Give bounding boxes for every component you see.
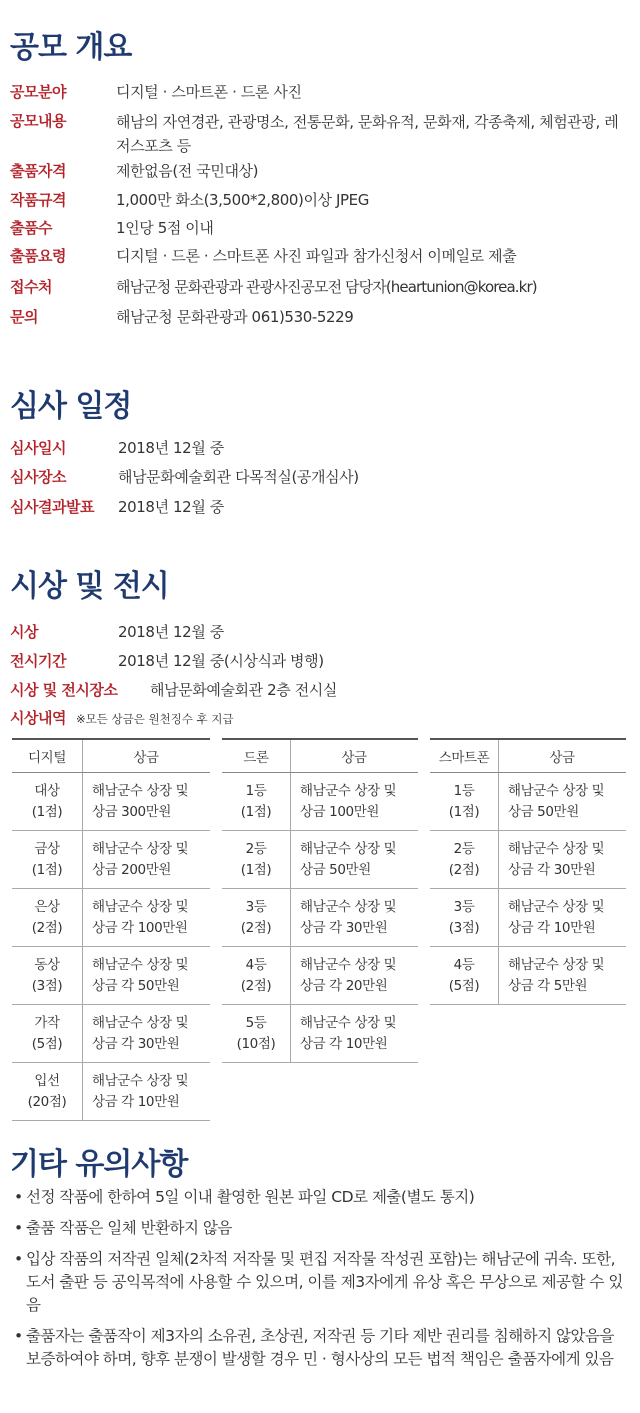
table-row bbox=[222, 831, 418, 889]
count: (1점) bbox=[31, 803, 63, 820]
count: (2점) bbox=[31, 919, 63, 936]
overview-row-field bbox=[10, 81, 302, 102]
overview-row-content bbox=[10, 110, 626, 158]
prize-amount: 상금 각 30만원 bbox=[300, 919, 388, 936]
rank: 1등 bbox=[245, 782, 267, 799]
count: (2점) bbox=[240, 919, 272, 936]
awards-row-venue bbox=[10, 679, 337, 700]
schedule-row-date bbox=[10, 437, 224, 458]
rank: 5등 bbox=[245, 1014, 267, 1031]
prize-amount: 상금 200만원 bbox=[92, 861, 172, 878]
overview-row-method bbox=[10, 245, 516, 266]
row-value: 1인당 5점 이내 bbox=[116, 219, 214, 237]
rank: 2등 bbox=[453, 840, 475, 857]
count: (3점) bbox=[31, 977, 63, 994]
table-header: 스마트폰 bbox=[430, 739, 499, 773]
count: (5점) bbox=[31, 1035, 63, 1052]
list-item: • 입상 작품의 저작권 일체(2차적 저작물 및 편집 저작물 작성권 포함)는 해남군에 귀속. 또한, 도서 출판 등 공익목적에 사용할 수 있으며, 이를 제3자에게 유상 혹은 무상으로 제공할 수 있음 bbox=[10, 1248, 630, 1317]
table-row bbox=[12, 1005, 210, 1063]
prize: 해남군수 상장 및 bbox=[300, 782, 397, 799]
table-row bbox=[430, 831, 626, 889]
row-label: 출품자격 bbox=[10, 162, 66, 180]
notes-title: 기타 유의사항 bbox=[10, 1147, 188, 1182]
prize-amount: 상금 각 30만원 bbox=[508, 861, 596, 878]
table-header: 드론 bbox=[222, 739, 291, 773]
row-label: 작품규격 bbox=[10, 191, 66, 209]
prize: 해남군수 상장 및 bbox=[92, 898, 189, 915]
table-row bbox=[222, 947, 418, 1005]
prize-table-drone bbox=[222, 738, 418, 1063]
prize-amount: 상금 50만원 bbox=[300, 861, 371, 878]
row-value: 디지털 · 스마트폰 · 드론 사진 bbox=[116, 83, 302, 101]
table-row bbox=[222, 889, 418, 947]
row-value: 제한없음(전 국민대상) bbox=[116, 162, 259, 180]
prize-amount: 상금 각 100만원 bbox=[92, 919, 188, 936]
rank: 2등 bbox=[245, 840, 267, 857]
prize-amount: 상금 각 20만원 bbox=[300, 977, 388, 994]
table-row bbox=[430, 889, 626, 947]
count: (1점) bbox=[31, 861, 63, 878]
row-label: 심사일시 bbox=[10, 439, 66, 457]
prize: 해남군수 상장 및 bbox=[508, 898, 605, 915]
list-item: • 출품자는 출품작이 제3자의 소유권, 초상권, 저작권 등 기타 제반 권리를 침해하지 않았음을 보증하여야 하며, 향후 분쟁이 발생할 경우 민 · 형사상의 모든 법적 책임은 출품자에게 있음 bbox=[10, 1325, 630, 1371]
notes-list bbox=[10, 1186, 630, 1379]
prize-amount: 상금 300만원 bbox=[92, 803, 172, 820]
rank: 3등 bbox=[245, 898, 267, 915]
prize: 해남군수 상장 및 bbox=[300, 956, 397, 973]
count: (1점) bbox=[240, 803, 272, 820]
awards-row-period bbox=[10, 650, 324, 671]
prize-amount: 상금 50만원 bbox=[508, 803, 579, 820]
rank: 금상 bbox=[34, 840, 60, 857]
count: (2점) bbox=[240, 977, 272, 994]
row-label: 시상 및 전시장소 bbox=[10, 681, 118, 699]
row-value: 해남문화예술회관 다목적실(공개심사) bbox=[118, 468, 359, 486]
count: (20점) bbox=[27, 1093, 67, 1110]
row-value: 해남군청 문화관광과 061)530-5229 bbox=[116, 308, 354, 326]
prize: 해남군수 상장 및 bbox=[508, 782, 605, 799]
overview-row-reception bbox=[10, 276, 537, 297]
table-row bbox=[12, 947, 210, 1005]
count: (3점) bbox=[448, 919, 480, 936]
row-label: 출품수 bbox=[10, 219, 52, 237]
row-value: 2018년 12월 중 bbox=[118, 439, 224, 457]
row-label: 전시기간 bbox=[10, 652, 66, 670]
row-value: 해남문화예술회관 2층 전시실 bbox=[150, 681, 337, 699]
schedule-row-place bbox=[10, 466, 359, 487]
row-label: 공모분야 bbox=[10, 83, 66, 101]
overview-row-count bbox=[10, 217, 213, 238]
row-value: 2018년 12월 중 bbox=[118, 498, 224, 516]
prize-table-smartphone bbox=[430, 738, 626, 1005]
overview-row-eligibility bbox=[10, 160, 258, 181]
prize: 해남군수 상장 및 bbox=[92, 1072, 189, 1089]
prize: 해남군수 상장 및 bbox=[92, 1014, 189, 1031]
row-label: 접수처 bbox=[10, 278, 52, 296]
rank: 입선 bbox=[34, 1072, 60, 1089]
table-row bbox=[12, 889, 210, 947]
list-item: • 출품 작품은 일체 반환하지 않음 bbox=[10, 1217, 630, 1240]
prize-amount: 상금 100만원 bbox=[300, 803, 380, 820]
row-label: 시상 bbox=[10, 623, 38, 641]
rank: 가작 bbox=[34, 1014, 60, 1031]
count: (10점) bbox=[236, 1035, 276, 1052]
prize-amount: 상금 각 5만원 bbox=[508, 977, 588, 994]
count: (2점) bbox=[448, 861, 480, 878]
row-value: 2018년 12월 중(시상식과 병행) bbox=[118, 652, 324, 670]
rank: 동상 bbox=[34, 956, 60, 973]
overview-title: 공모 개요 bbox=[10, 30, 132, 65]
prize: 해남군수 상장 및 bbox=[92, 956, 189, 973]
rank: 4등 bbox=[245, 956, 267, 973]
schedule-row-announce bbox=[10, 496, 224, 517]
row-label: 출품요령 bbox=[10, 247, 66, 265]
prize: 해남군수 상장 및 bbox=[92, 840, 189, 857]
table-row bbox=[222, 1005, 418, 1063]
row-value: 디지털 · 드론 · 스마트폰 사진 파일과 참가신청서 이메일로 제출 bbox=[116, 247, 517, 265]
prize-amount: 상금 각 10만원 bbox=[92, 1093, 180, 1110]
overview-row-inquiry bbox=[10, 306, 353, 327]
rank: 3등 bbox=[453, 898, 475, 915]
prize: 해남군수 상장 및 bbox=[300, 1014, 397, 1031]
count: (5점) bbox=[448, 977, 480, 994]
table-row bbox=[222, 773, 418, 831]
prize: 해남군수 상장 및 bbox=[92, 782, 189, 799]
overview-row-spec bbox=[10, 189, 369, 210]
row-label: 문의 bbox=[10, 308, 38, 326]
awards-row-prizes bbox=[10, 707, 234, 728]
table-header: 상금 bbox=[291, 739, 419, 773]
table-row bbox=[12, 773, 210, 831]
table-header: 상금 bbox=[83, 739, 211, 773]
awards-row-ceremony bbox=[10, 621, 224, 642]
table-row bbox=[12, 831, 210, 889]
row-value: 1,000만 화소(3,500*2,800)이상 JPEG bbox=[116, 191, 369, 209]
row-value: 해남군청 문화관광과 관광사진공모전 담당자(heartunion@korea.kr) bbox=[116, 278, 537, 296]
prize: 해남군수 상장 및 bbox=[508, 840, 605, 857]
list-item: • 선정 작품에 한하여 5일 이내 촬영한 원본 파일 CD로 제출(별도 통지) bbox=[10, 1186, 630, 1209]
prize-amount: 상금 각 10만원 bbox=[508, 919, 596, 936]
row-label: 심사결과발표 bbox=[10, 498, 94, 516]
row-label: 심사장소 bbox=[10, 468, 66, 486]
table-row bbox=[430, 947, 626, 1005]
rank: 4등 bbox=[453, 956, 475, 973]
count: (1점) bbox=[240, 861, 272, 878]
row-label: 공모내용 bbox=[10, 112, 66, 130]
prize-table-digital bbox=[12, 738, 210, 1121]
prize: 해남군수 상장 및 bbox=[508, 956, 605, 973]
prize-amount: 상금 각 30만원 bbox=[92, 1035, 180, 1052]
schedule-title: 심사 일정 bbox=[10, 389, 132, 424]
prize-amount: 상금 각 10만원 bbox=[300, 1035, 388, 1052]
awards-title: 시상 및 전시 bbox=[10, 569, 169, 604]
row-value: 해남의 자연경관, 관광명소, 전통문화, 문화유적, 문화재, 각종축제, 체험관광, 레저스포츠 등 bbox=[116, 113, 619, 155]
prize-note: ※모든 상금은 원천징수 후 지급 bbox=[75, 712, 234, 726]
row-value: 2018년 12월 중 bbox=[118, 623, 224, 641]
rank: 1등 bbox=[453, 782, 475, 799]
table-row bbox=[12, 1063, 210, 1121]
prize: 해남군수 상장 및 bbox=[300, 898, 397, 915]
table-header: 상금 bbox=[499, 739, 627, 773]
rank: 대상 bbox=[34, 782, 60, 799]
table-row bbox=[430, 773, 626, 831]
row-label: 시상내역 bbox=[10, 709, 66, 727]
prize-amount: 상금 각 50만원 bbox=[92, 977, 180, 994]
count: (1점) bbox=[448, 803, 480, 820]
prize: 해남군수 상장 및 bbox=[300, 840, 397, 857]
table-header: 디지털 bbox=[12, 739, 83, 773]
rank: 은상 bbox=[34, 898, 60, 915]
